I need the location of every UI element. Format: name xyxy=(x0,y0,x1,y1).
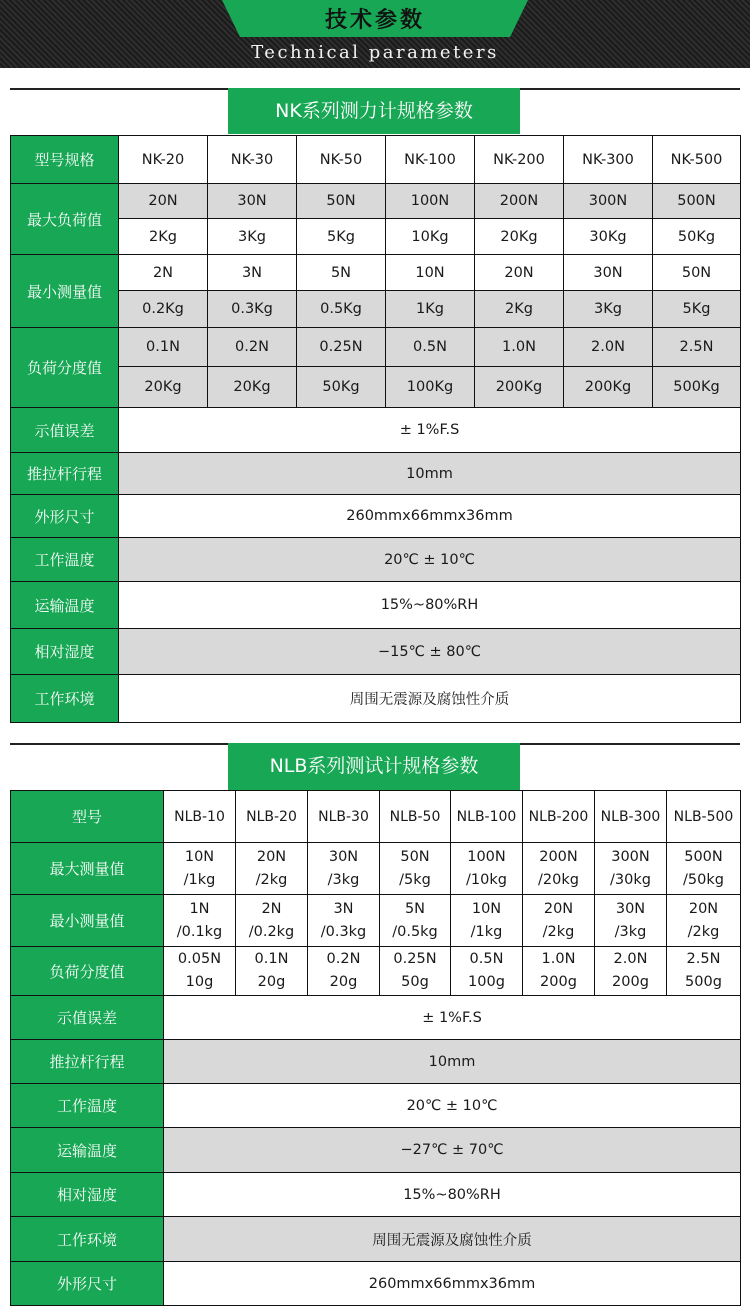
nk-param-value: 10mm xyxy=(119,453,741,495)
nk-param-value: 20℃ ± 10℃ xyxy=(119,538,741,582)
nk-spec-value: 0.25N xyxy=(297,328,386,367)
nk-param-value: ± 1%F.S xyxy=(119,408,741,453)
nk-spec-label: 负荷分度值 xyxy=(11,328,119,408)
nlb-spec-value: 2N xyxy=(261,900,282,917)
table-row xyxy=(11,843,741,895)
nk-spec-value: 2Kg xyxy=(119,219,208,255)
nk-spec-value: 20N xyxy=(119,184,208,219)
nk-spec-value: 30N xyxy=(564,255,653,291)
nlb-spec-unit-value: /50kg xyxy=(683,871,724,888)
nlb-spec-unit-value: /1kg xyxy=(470,923,503,940)
nk-spec-value: 2.5N xyxy=(653,328,741,367)
nk-spec-label: 最大负荷值 xyxy=(11,184,119,255)
nlb-spec-unit-value: /1kg xyxy=(183,871,216,888)
nlb-model-name: NLB-30 xyxy=(308,791,380,843)
nk-spec-value: 5N xyxy=(297,255,386,291)
nlb-spec-value: 20N xyxy=(688,900,719,917)
nk-spec-value: 3Kg xyxy=(208,219,297,255)
nk-param-label: 运输温度 xyxy=(11,582,119,629)
nlb-spec-unit-value: /5kg xyxy=(399,871,431,888)
nk-model-name: NK-500 xyxy=(653,136,741,184)
nk-spec-value: 10N xyxy=(386,255,475,291)
nlb-spec-unit-value: 20g xyxy=(257,974,286,990)
table-row xyxy=(11,629,741,675)
nlb-spec-value: 2.0N xyxy=(613,951,648,967)
nlb-spec-cell xyxy=(595,947,667,996)
table-row xyxy=(11,367,741,408)
nk-param-value: −15℃ ± 80℃ xyxy=(119,629,741,675)
nlb-spec-cell xyxy=(236,895,308,947)
nlb-spec-value: 0.25N xyxy=(393,951,437,967)
nlb-spec-unit-value: 20g xyxy=(329,974,358,990)
nlb-spec-value: 30N xyxy=(615,900,646,917)
nlb-spec-unit-value: /20kg xyxy=(538,871,579,888)
nk-spec-value: 50Kg xyxy=(297,367,386,408)
table-row xyxy=(11,453,741,495)
nk-spec-value: 20Kg xyxy=(475,219,564,255)
nk-param-value: 15%~80%RH xyxy=(119,582,741,629)
nlb-param-label: 工作环境 xyxy=(11,1217,164,1262)
nk-spec-value: 10Kg xyxy=(386,219,475,255)
table-row xyxy=(11,947,741,996)
nlb-spec-value: 2.5N xyxy=(686,951,721,967)
nk-spec-value: 50N xyxy=(297,184,386,219)
nlb-model-name: NLB-500 xyxy=(667,791,741,843)
nk-spec-value: 2Kg xyxy=(475,291,564,328)
nlb-spec-unit-value: 10g xyxy=(185,974,214,990)
nlb-spec-cell xyxy=(595,843,667,895)
table-row xyxy=(11,328,741,367)
nlb-spec-cell xyxy=(451,895,523,947)
nlb-spec-cell xyxy=(380,947,451,996)
nk-spec-value: 200N xyxy=(475,184,564,219)
nlb-spec-value: 0.5N xyxy=(469,951,504,967)
nk-spec-value: 30N xyxy=(208,184,297,219)
nlb-spec-value: 5N xyxy=(404,900,426,917)
nk-param-value: 260mmx66mmx36mm xyxy=(119,495,741,538)
nk-param-label: 工作环境 xyxy=(11,675,119,723)
nk-spec-value: 100Kg xyxy=(386,367,475,408)
nk-spec-value: 30Kg xyxy=(564,219,653,255)
nlb-spec-cell xyxy=(164,843,236,895)
nk-param-label: 工作温度 xyxy=(11,538,119,582)
nlb-spec-value: 0.1N xyxy=(254,951,289,967)
nlb-spec-value: 1N xyxy=(189,900,210,917)
nlb-spec-cell xyxy=(308,895,380,947)
nk-spec-value: 20Kg xyxy=(119,367,208,408)
table-row xyxy=(11,791,741,843)
table-row xyxy=(11,675,741,723)
table-row xyxy=(11,582,741,629)
nk-spec-value: 50N xyxy=(653,255,741,291)
table-row xyxy=(11,495,741,538)
nk-spec-value: 1Kg xyxy=(386,291,475,328)
nk-spec-value: 0.2N xyxy=(208,328,297,367)
nlb-spec-label: 最小测量值 xyxy=(11,895,164,947)
nlb-spec-value: 200N xyxy=(539,848,578,865)
nlb-param-value: ± 1%F.S xyxy=(164,996,741,1040)
nlb-spec-cell xyxy=(451,947,523,996)
nlb-spec-unit-value: /3kg xyxy=(327,871,360,888)
nk-spec-value: 20Kg xyxy=(208,367,297,408)
nlb-spec-value: 10N xyxy=(471,900,502,917)
header-bar xyxy=(0,0,750,68)
nk-model-name: NK-30 xyxy=(208,136,297,184)
nlb-param-value: 20℃ ± 10℃ xyxy=(164,1084,741,1128)
nk-spec-value: 300N xyxy=(564,184,653,219)
nlb-param-label: 推拉杆行程 xyxy=(11,1040,164,1084)
nlb-spec-value: 50N xyxy=(400,848,430,865)
nlb-spec-unit-value: /0.5kg xyxy=(392,923,438,940)
table-row xyxy=(11,1128,741,1173)
table-row xyxy=(11,408,741,453)
table-row xyxy=(11,255,741,291)
nlb-spec-cell xyxy=(164,947,236,996)
nlb-spec-unit-value: 500g xyxy=(685,974,722,990)
nk-spec-table xyxy=(10,135,741,723)
nlb-param-label: 工作温度 xyxy=(11,1084,164,1128)
nlb-spec-cell xyxy=(164,895,236,947)
nk-model-label: 型号规格 xyxy=(11,136,119,184)
nk-spec-value: 2N xyxy=(119,255,208,291)
nk-spec-value: 200Kg xyxy=(475,367,564,408)
nk-spec-value: 3N xyxy=(208,255,297,291)
nlb-spec-value: 0.05N xyxy=(177,951,222,967)
nlb-spec-value: 10N xyxy=(184,848,215,865)
table-row xyxy=(11,1173,741,1217)
nk-spec-value: 500N xyxy=(653,184,741,219)
nlb-spec-unit-value: /2kg xyxy=(542,923,575,940)
nlb-param-label: 相对湿度 xyxy=(11,1173,164,1217)
page-title: 技术参数 xyxy=(324,8,425,33)
nk-spec-value: 0.5Kg xyxy=(297,291,386,328)
nk-spec-value: 0.2Kg xyxy=(119,291,208,328)
nk-spec-value: 500Kg xyxy=(653,367,741,408)
nlb-spec-unit-value: 200g xyxy=(540,974,577,990)
nk-spec-value: 200Kg xyxy=(564,367,653,408)
nlb-spec-label: 最大测量值 xyxy=(11,843,164,895)
nlb-param-label: 运输温度 xyxy=(11,1128,164,1173)
nlb-model-name: NLB-200 xyxy=(523,791,595,843)
nlb-spec-value: 20N xyxy=(543,900,574,917)
nlb-spec-cell xyxy=(523,843,595,895)
nk-spec-value: 0.3Kg xyxy=(208,291,297,328)
nlb-spec-cell xyxy=(236,947,308,996)
nk-spec-value: 3Kg xyxy=(564,291,653,328)
nlb-spec-cell xyxy=(667,947,741,996)
nk-param-value: 周围无震源及腐蚀性介质 xyxy=(119,675,741,723)
nlb-model-name: NLB-100 xyxy=(451,791,523,843)
nlb-param-label: 外形尺寸 xyxy=(11,1262,164,1306)
nlb-spec-value: 30N xyxy=(328,848,359,865)
nk-spec-value: 50Kg xyxy=(653,219,741,255)
nk-spec-value: 2.0N xyxy=(564,328,653,367)
nlb-spec-unit-value: 200g xyxy=(612,974,649,990)
nlb-spec-label: 负荷分度值 xyxy=(11,947,164,996)
table-row xyxy=(11,291,741,328)
table-row xyxy=(11,136,741,184)
nlb-spec-cell xyxy=(380,843,451,895)
nlb-spec-unit-value: /2kg xyxy=(255,871,288,888)
nlb-spec-cell xyxy=(595,895,667,947)
nlb-spec-value: 300N xyxy=(611,848,650,865)
table-row xyxy=(11,996,741,1040)
nk-model-name: NK-300 xyxy=(564,136,653,184)
nk-spec-value: 0.1N xyxy=(119,328,208,367)
nk-spec-value: 0.5N xyxy=(386,328,475,367)
nlb-spec-unit-value: /3kg xyxy=(614,923,647,940)
nk-param-label: 示值误差 xyxy=(11,408,119,453)
nlb-spec-table xyxy=(10,790,741,1306)
nlb-param-value: 15%~80%RH xyxy=(164,1173,741,1217)
nlb-spec-value: 20N xyxy=(256,848,287,865)
nlb-spec-cell xyxy=(380,895,451,947)
nk-model-name: NK-20 xyxy=(119,136,208,184)
nlb-spec-cell xyxy=(523,895,595,947)
nlb-model-name: NLB-20 xyxy=(236,791,308,843)
nlb-spec-cell xyxy=(667,895,741,947)
nlb-param-value: 260mmx66mmx36mm xyxy=(164,1262,741,1306)
nlb-model-label: 型号 xyxy=(11,791,164,843)
nlb-param-value: 周围无震源及腐蚀性介质 xyxy=(164,1217,741,1262)
nk-spec-value: 20N xyxy=(475,255,564,291)
nk-spec-value: 1.0N xyxy=(475,328,564,367)
nlb-model-name: NLB-50 xyxy=(380,791,451,843)
table-row xyxy=(11,219,741,255)
nlb-spec-value: 100N xyxy=(467,848,506,865)
nlb-spec-cell xyxy=(308,947,380,996)
nlb-spec-value: 3N xyxy=(333,900,354,917)
nk-model-name: NK-50 xyxy=(297,136,386,184)
nlb-param-label: 示值误差 xyxy=(11,996,164,1040)
nlb-spec-value: 500N xyxy=(684,848,723,865)
nk-spec-value: 5Kg xyxy=(653,291,741,328)
nlb-spec-unit-value: /30kg xyxy=(610,871,651,888)
nlb-spec-cell xyxy=(451,843,523,895)
nk-spec-value: 100N xyxy=(386,184,475,219)
nlb-spec-unit-value: /2kg xyxy=(687,923,720,940)
nlb-section-banner: NLB系列测试计规格参数 xyxy=(228,743,520,790)
nlb-param-value: 10mm xyxy=(164,1040,741,1084)
nlb-spec-unit-value: 100g xyxy=(468,974,505,990)
page-subtitle: Technical parameters xyxy=(251,42,499,63)
nlb-model-name: NLB-10 xyxy=(164,791,236,843)
nlb-spec-value: 0.2N xyxy=(326,951,361,967)
nk-param-label: 推拉杆行程 xyxy=(11,453,119,495)
table-row xyxy=(11,1262,741,1306)
nk-model-name: NK-200 xyxy=(475,136,564,184)
table-row xyxy=(11,184,741,219)
table-row xyxy=(11,1084,741,1128)
nlb-spec-cell xyxy=(523,947,595,996)
nlb-spec-unit-value: /10kg xyxy=(466,871,507,888)
nlb-spec-unit-value: 50g xyxy=(401,974,429,990)
nlb-spec-cell xyxy=(667,843,741,895)
table-row xyxy=(11,1217,741,1262)
nlb-spec-value: 1.0N xyxy=(541,951,576,967)
nk-section-banner: NK系列测力计规格参数 xyxy=(228,88,520,134)
nlb-spec-unit-value: /0.1kg xyxy=(176,923,223,940)
nk-param-label: 外形尺寸 xyxy=(11,495,119,538)
table-row xyxy=(11,538,741,582)
nlb-model-name: NLB-300 xyxy=(595,791,667,843)
nk-param-label: 相对湿度 xyxy=(11,629,119,675)
nlb-spec-cell xyxy=(236,843,308,895)
nk-spec-label: 最小测量值 xyxy=(11,255,119,328)
table-row xyxy=(11,895,741,947)
nk-model-name: NK-100 xyxy=(386,136,475,184)
nlb-param-value: −27℃ ± 70℃ xyxy=(164,1128,741,1173)
nk-spec-value: 5Kg xyxy=(297,219,386,255)
nlb-spec-cell xyxy=(308,843,380,895)
nlb-spec-unit-value: /0.3kg xyxy=(320,923,367,940)
nlb-spec-unit-value: /0.2kg xyxy=(248,923,295,940)
table-row xyxy=(11,1040,741,1084)
